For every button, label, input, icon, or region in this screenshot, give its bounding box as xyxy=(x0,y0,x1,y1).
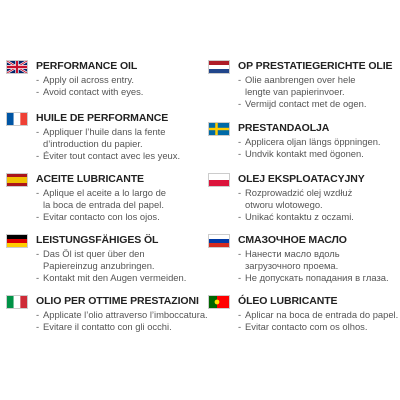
italy-flag-icon xyxy=(6,295,28,309)
germany-flag-icon xyxy=(6,234,28,248)
instruction-line: - Aplique el aceite a lo largo de xyxy=(36,187,166,199)
instruction-line: - Evitar contacto com os olhos. xyxy=(238,321,398,333)
instruction-line: la boca de entrada del papel. xyxy=(43,198,164,210)
instruction-line: - Unikać kontaktu z oczami. xyxy=(238,211,354,223)
entry-title: OLIO PER OTTIME PRESTAZIONI xyxy=(36,295,199,307)
entry-title: OLEJ EKSPLOATACYJNY xyxy=(238,173,365,185)
instruction-line: - Rozprowadzić olej wzdłuż xyxy=(238,187,354,199)
instruction-line: - Aplicar na boca de entrada do papel. xyxy=(238,309,398,321)
instruction-line: загрузочного проема. xyxy=(245,259,339,271)
instruction-line: - Applicate l’olio attraverso l’imboccatura. xyxy=(36,309,208,321)
uk-flag-icon xyxy=(6,60,28,74)
instruction-line: - Evitare il contatto con gli occhi. xyxy=(36,321,208,333)
instruction-line: otworu wlotowego. xyxy=(245,198,323,210)
instruction-line: - Нанести масло вдоль xyxy=(238,248,389,260)
poland-flag-icon xyxy=(208,173,230,187)
entry-instructions xyxy=(238,248,389,283)
russia-flag-icon xyxy=(208,234,230,248)
netherlands-flag-icon xyxy=(208,60,230,74)
entry-instructions xyxy=(36,248,186,283)
entry-title: PRESTANDAOLJA xyxy=(238,122,330,134)
instruction-line: d’introduction du papier. xyxy=(43,137,143,149)
entry-instructions xyxy=(36,126,180,161)
spain-flag-icon xyxy=(6,173,28,187)
instruction-line: - Не допускать попадания в глаза. xyxy=(238,272,389,284)
portugal-flag-icon xyxy=(208,295,230,309)
entry-instructions xyxy=(36,74,143,98)
entry-title: LEISTUNGSFÄHIGES ÖL xyxy=(36,234,159,246)
entry-instructions xyxy=(238,136,381,160)
entry-instructions xyxy=(36,187,166,222)
instruction-line: - Undvik kontakt med ögonen. xyxy=(238,148,381,160)
instruction-line: - Appliquer l’huile dans la fente xyxy=(36,126,180,138)
instruction-line: - Evitar contacto con los ojos. xyxy=(36,211,166,223)
entry-instructions xyxy=(238,74,366,109)
entry-instructions xyxy=(36,309,208,333)
instruction-line: - Applicera oljan längs öppningen. xyxy=(238,136,381,148)
instruction-line: - Olie aanbrengen over hele xyxy=(238,74,366,86)
entry-title: ACEITE LUBRICANTE xyxy=(36,173,144,185)
instruction-line: Papiereinzug anzubringen. xyxy=(43,259,155,271)
sweden-flag-icon xyxy=(208,122,230,136)
instruction-line: - Vermijd contact met de ogen. xyxy=(238,98,366,110)
instruction-line: - Apply oil across entry. xyxy=(36,74,143,86)
entry-instructions xyxy=(238,187,354,222)
entry-title: СМАЗОЧНОЕ МАСЛО xyxy=(238,234,347,246)
france-flag-icon xyxy=(6,112,28,126)
entry-instructions xyxy=(238,309,398,333)
entry-title: HUILE DE PERFORMANCE xyxy=(36,112,169,124)
instruction-line: - Kontakt mit den Augen vermeiden. xyxy=(36,272,186,284)
instruction-line: - Éviter tout contact avec les yeux. xyxy=(36,150,180,162)
instruction-line: - Avoid contact with eyes. xyxy=(36,86,143,98)
entry-title: OP PRESTATIEGERICHTE OLIE xyxy=(238,60,393,72)
entry-title: PERFORMANCE OIL xyxy=(36,60,138,72)
entry-title: ÓLEO LUBRICANTE xyxy=(238,295,338,307)
instruction-line: lengte van papierinvoer. xyxy=(245,85,345,97)
instruction-line: - Das Öl ist quer über den xyxy=(36,248,186,260)
